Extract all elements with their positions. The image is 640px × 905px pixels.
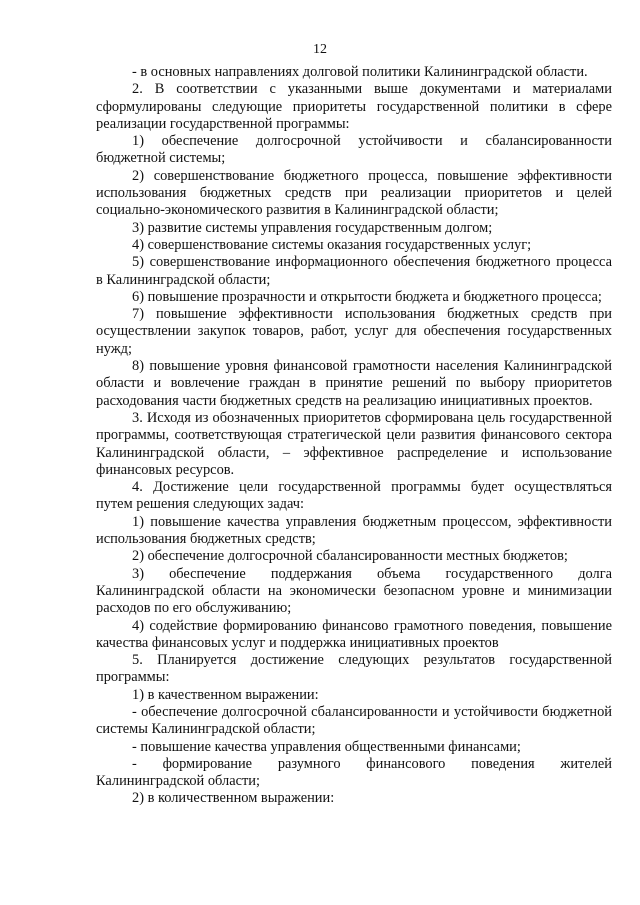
page-number: 12 [313,42,327,57]
paragraph: 5) совершенствование информационного обеспечения бюджетного процесса в Калининградской области; [96,254,612,288]
paragraph: 1) в качественном выражении: [132,686,319,703]
paragraph: 6) повышение прозрачности и открытости бюджета и бюджетного процесса; [132,288,602,305]
paragraph: 5. Планируется достижение следующих результатов государственной программы: [96,652,612,686]
paragraph: - в основных направлениях долговой политики Калининградской области. [132,64,588,80]
paragraph: 7) повышение эффективности использования бюджетных средств при осуществлении закупок товаров, работ, услуг для обеспечения государственных нужд; [96,306,612,357]
paragraph: 4) содействие формированию финансово грамотного поведения, повышение качества финансовых услуг и поддержка инициативных проектов [96,617,612,651]
paragraph: 4. Достижение цели государственной программы будет осуществляться путем решения следующих задач: [96,479,612,513]
paragraph: 1) обеспечение долгосрочной устойчивости и сбалансированности бюджетной системы; [96,133,612,167]
paragraph: 3) обеспечение поддержания объема государственного долга Калининградской области на экономически безопасном уровне и минимизации расходов по его обслуживанию; [96,565,612,617]
paragraph: 4) совершенствование системы оказания государственных услуг; [132,236,532,253]
paragraph: 3) развитие системы управления государственным долгом; [132,219,493,236]
paragraph: 2. В соответствии с указанными выше документами и материалами сформулированы следующие приоритеты государственной политики в сфере реализации государственной программы: [96,81,612,132]
paragraph: - повышение качества управления общественными финансами; [132,738,521,755]
paragraph: 2) обеспечение долгосрочной сбалансированности местных бюджетов; [132,548,568,565]
paragraph: 1) повышение качества управления бюджетным процессом, эффективности использования бюджетных средств; [96,513,612,548]
paragraph: 8) повышение уровня финансовой грамотности населения Калининградской области и вовлечение граждан в принятие решений по выбору приоритетов расходования части бюджетных средств на реализацию инициативных проектов. [96,358,612,409]
paragraph: 3. Исходя из обозначенных приоритетов сформирована цель государственной программы, соответствующая стратегической цели развития финансового сектора Калининградской области, – эффективное распределение и использование финансовых ресурсов. [96,409,612,478]
paragraph: - обеспечение долгосрочной сбалансированности и устойчивости бюджетной системы Калининградской области; [96,703,612,738]
paragraph: - формирование разумного финансового поведения жителей Калининградской области; [96,755,612,790]
paragraph: 2) совершенствование бюджетного процесса, повышение эффективности использования бюджетных средств при реализации приоритетов и целей социально-экономического развития в Калининградской области; [96,167,612,219]
document-body [96,64,612,808]
paragraph: 2) в количественном выражении: [132,790,335,807]
